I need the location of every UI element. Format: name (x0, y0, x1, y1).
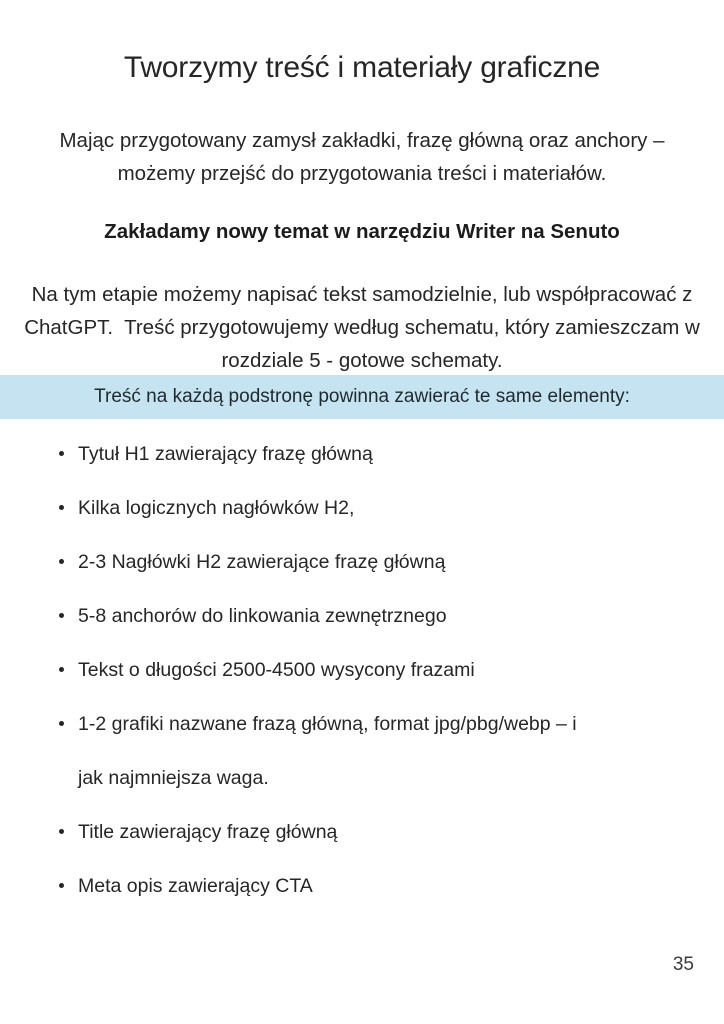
bullet-dot-icon (59, 559, 64, 564)
bullet-dot-icon (59, 721, 64, 726)
list-item-label: Meta opis zawierający CTA (78, 875, 313, 897)
highlight-banner (0, 375, 724, 419)
list-item-label: Tytuł H1 zawierający frazę główną (78, 443, 373, 465)
list-item-label: Kilka logicznych nagłówków H2, (78, 497, 355, 519)
bullet-dot-icon (59, 613, 64, 618)
requirements-list (55, 441, 695, 927)
list-item (55, 657, 695, 683)
highlight-banner-text: Treść na każdą podstronę powinna zawierać te same elementy: (94, 385, 630, 407)
list-item (55, 819, 695, 845)
bullet-dot-icon (59, 829, 64, 834)
list-item-label: 1-2 grafiki nazwane frazą główną, format jpg/pbg/webp – i (78, 713, 577, 735)
page-number: 35 (672, 954, 694, 975)
list-item (55, 495, 695, 521)
list-item (55, 549, 695, 575)
list-item-label: Title zawierający frazę główną (78, 821, 338, 843)
bullet-dot-icon (59, 883, 64, 888)
intro-paragraph: Mając przygotowany zamysł zakładki, frazę główną oraz anchory – możemy przejść do przygotowania treści i materiałów. (59, 128, 665, 185)
section-subheading: Zakładamy nowy temat w narzędziu Writer na Senuto (104, 219, 620, 243)
list-item-label: Tekst o długości 2500-4500 wysycony frazami (78, 659, 475, 681)
page-title: Tworzymy treść i materiały graficzne (123, 51, 601, 85)
list-item (55, 603, 695, 629)
list-item (55, 441, 695, 467)
body-paragraph: Na tym etapie możemy napisać tekst samodzielnie, lub współpracować z ChatGPT. Treść przygotowujemy według schematu, który zamieszczam w rozdziale 5 - gotowe schematy. (24, 282, 706, 372)
list-item-continuation: jak najmniejsza waga. (78, 767, 269, 789)
list-item (55, 711, 695, 791)
bullet-dot-icon (59, 505, 64, 510)
list-item-label: 2-3 Nagłówki H2 zawierające frazę główną (78, 551, 446, 573)
bullet-dot-icon (59, 667, 64, 672)
list-item-label: 5-8 anchorów do linkowania zewnętrznego (78, 605, 447, 627)
bullet-dot-icon (59, 451, 64, 456)
list-item (55, 873, 695, 899)
